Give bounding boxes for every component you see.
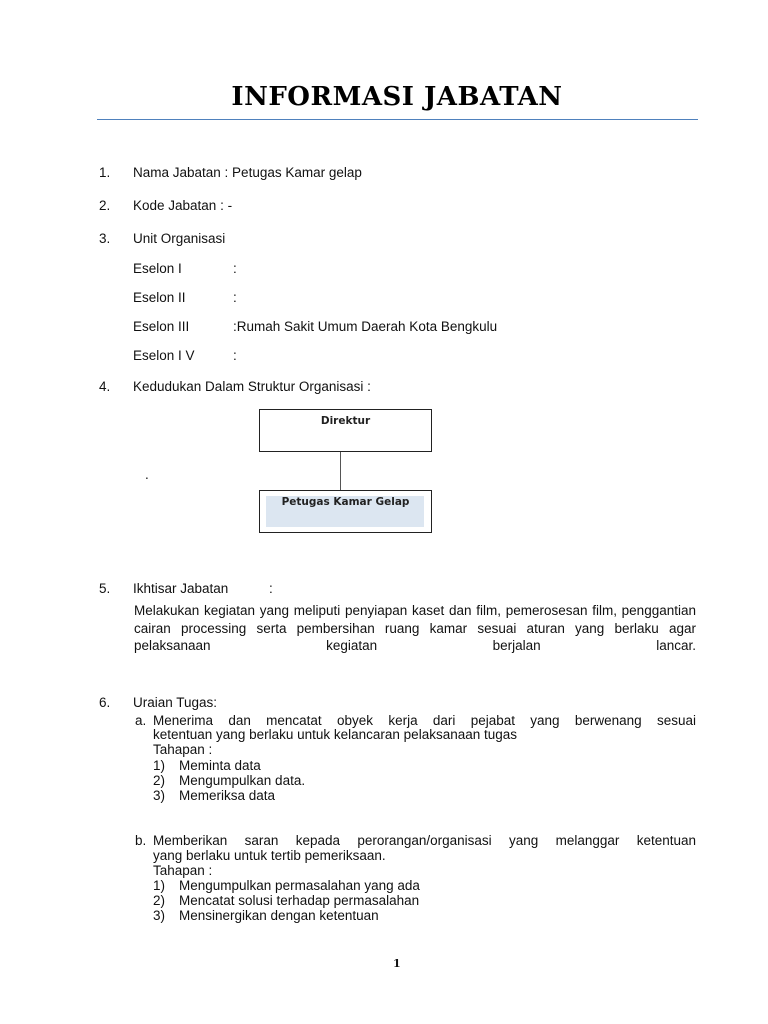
task-a-marker: a. (135, 713, 147, 728)
uraian-label: Uraian Tugas: (133, 695, 218, 710)
step-number: 1) (153, 878, 166, 893)
eselon-label: Eselon II (133, 290, 186, 305)
task-b-tahapan: Tahapan : (153, 863, 213, 878)
kedudukan-label: Kedudukan Dalam Struktur Organisasi : (133, 379, 371, 394)
step-text: Mencatat solusi terhadap permasalahan (179, 893, 420, 908)
task-a-line1: Menerima dan mencatat obyek kerja dari pejabat yang berwenang sesuai (153, 713, 696, 728)
unit-organisasi: Unit Organisasi (133, 231, 226, 246)
eselon-value: : (233, 348, 237, 363)
item-number-2: 2. (99, 198, 111, 213)
task-a-tahapan: Tahapan : (153, 742, 213, 757)
eselon-value: :Rumah Sakit Umum Daerah Kota Bengkulu (233, 319, 498, 334)
org-connector-line (340, 452, 341, 490)
item-number-3: 3. (99, 231, 111, 246)
task-b-line1: Memberikan saran kepada perorangan/organisasi yang melanggar ketentuan (153, 833, 696, 848)
eselon-value: : (233, 261, 237, 276)
step-number: 2) (153, 893, 166, 908)
nama-jabatan: Nama Jabatan : Petugas Kamar gelap (133, 165, 362, 180)
item-number-5: 5. (99, 581, 111, 596)
step-number: 3) (153, 788, 166, 803)
item-number-1: 1. (99, 165, 111, 180)
ikhtisar-colon: : (269, 581, 273, 596)
org-label-direktur: Direktur (320, 415, 371, 427)
step-text: Memeriksa data (179, 788, 276, 803)
step-number: 3) (153, 908, 166, 923)
step-number: 1) (153, 758, 166, 773)
kode-jabatan: Kode Jabatan : - (133, 198, 233, 213)
task-a-line2: ketentuan yang berlaku untuk kelancaran pelaksanaan tugas (153, 727, 518, 742)
org-label-petugas: Petugas Kamar Gelap (281, 496, 410, 508)
step-text: Meminta data (179, 758, 261, 773)
task-b-marker: b. (135, 833, 147, 848)
eselon-label: Eselon III (133, 319, 190, 334)
ikhtisar-label: Ikhtisar Jabatan (133, 581, 229, 596)
stray-dot: . (145, 467, 149, 482)
document-title: INFORMASI JABATAN (231, 82, 563, 112)
title-divider (97, 119, 698, 120)
eselon-label: Eselon I V (133, 348, 195, 363)
step-text: Mengumpulkan data. (179, 773, 306, 788)
task-b-line2: yang berlaku untuk tertib pemeriksaan. (153, 848, 386, 863)
eselon-value: : (233, 290, 237, 305)
step-text: Mengumpulkan permasalahan yang ada (179, 878, 420, 893)
ikhtisar-text: Melakukan kegiatan yang meliputi penyiapan kaset dan film, pemerosesan film, penggantian cairan processing serta pembersihan ruang kamar sesuai aturan yang berlaku agar pelaksanaan kegiatan berjalan lancar. (134, 603, 696, 653)
eselon-label: Eselon I (133, 261, 182, 276)
step-number: 2) (153, 773, 166, 788)
item-number-6: 6. (99, 695, 111, 710)
org-box-direktur (259, 409, 432, 452)
page-number: 1 (393, 957, 401, 970)
item-number-4: 4. (99, 379, 111, 394)
org-box-petugas (259, 490, 432, 533)
step-text: Mensinergikan dengan ketentuan (179, 908, 379, 923)
